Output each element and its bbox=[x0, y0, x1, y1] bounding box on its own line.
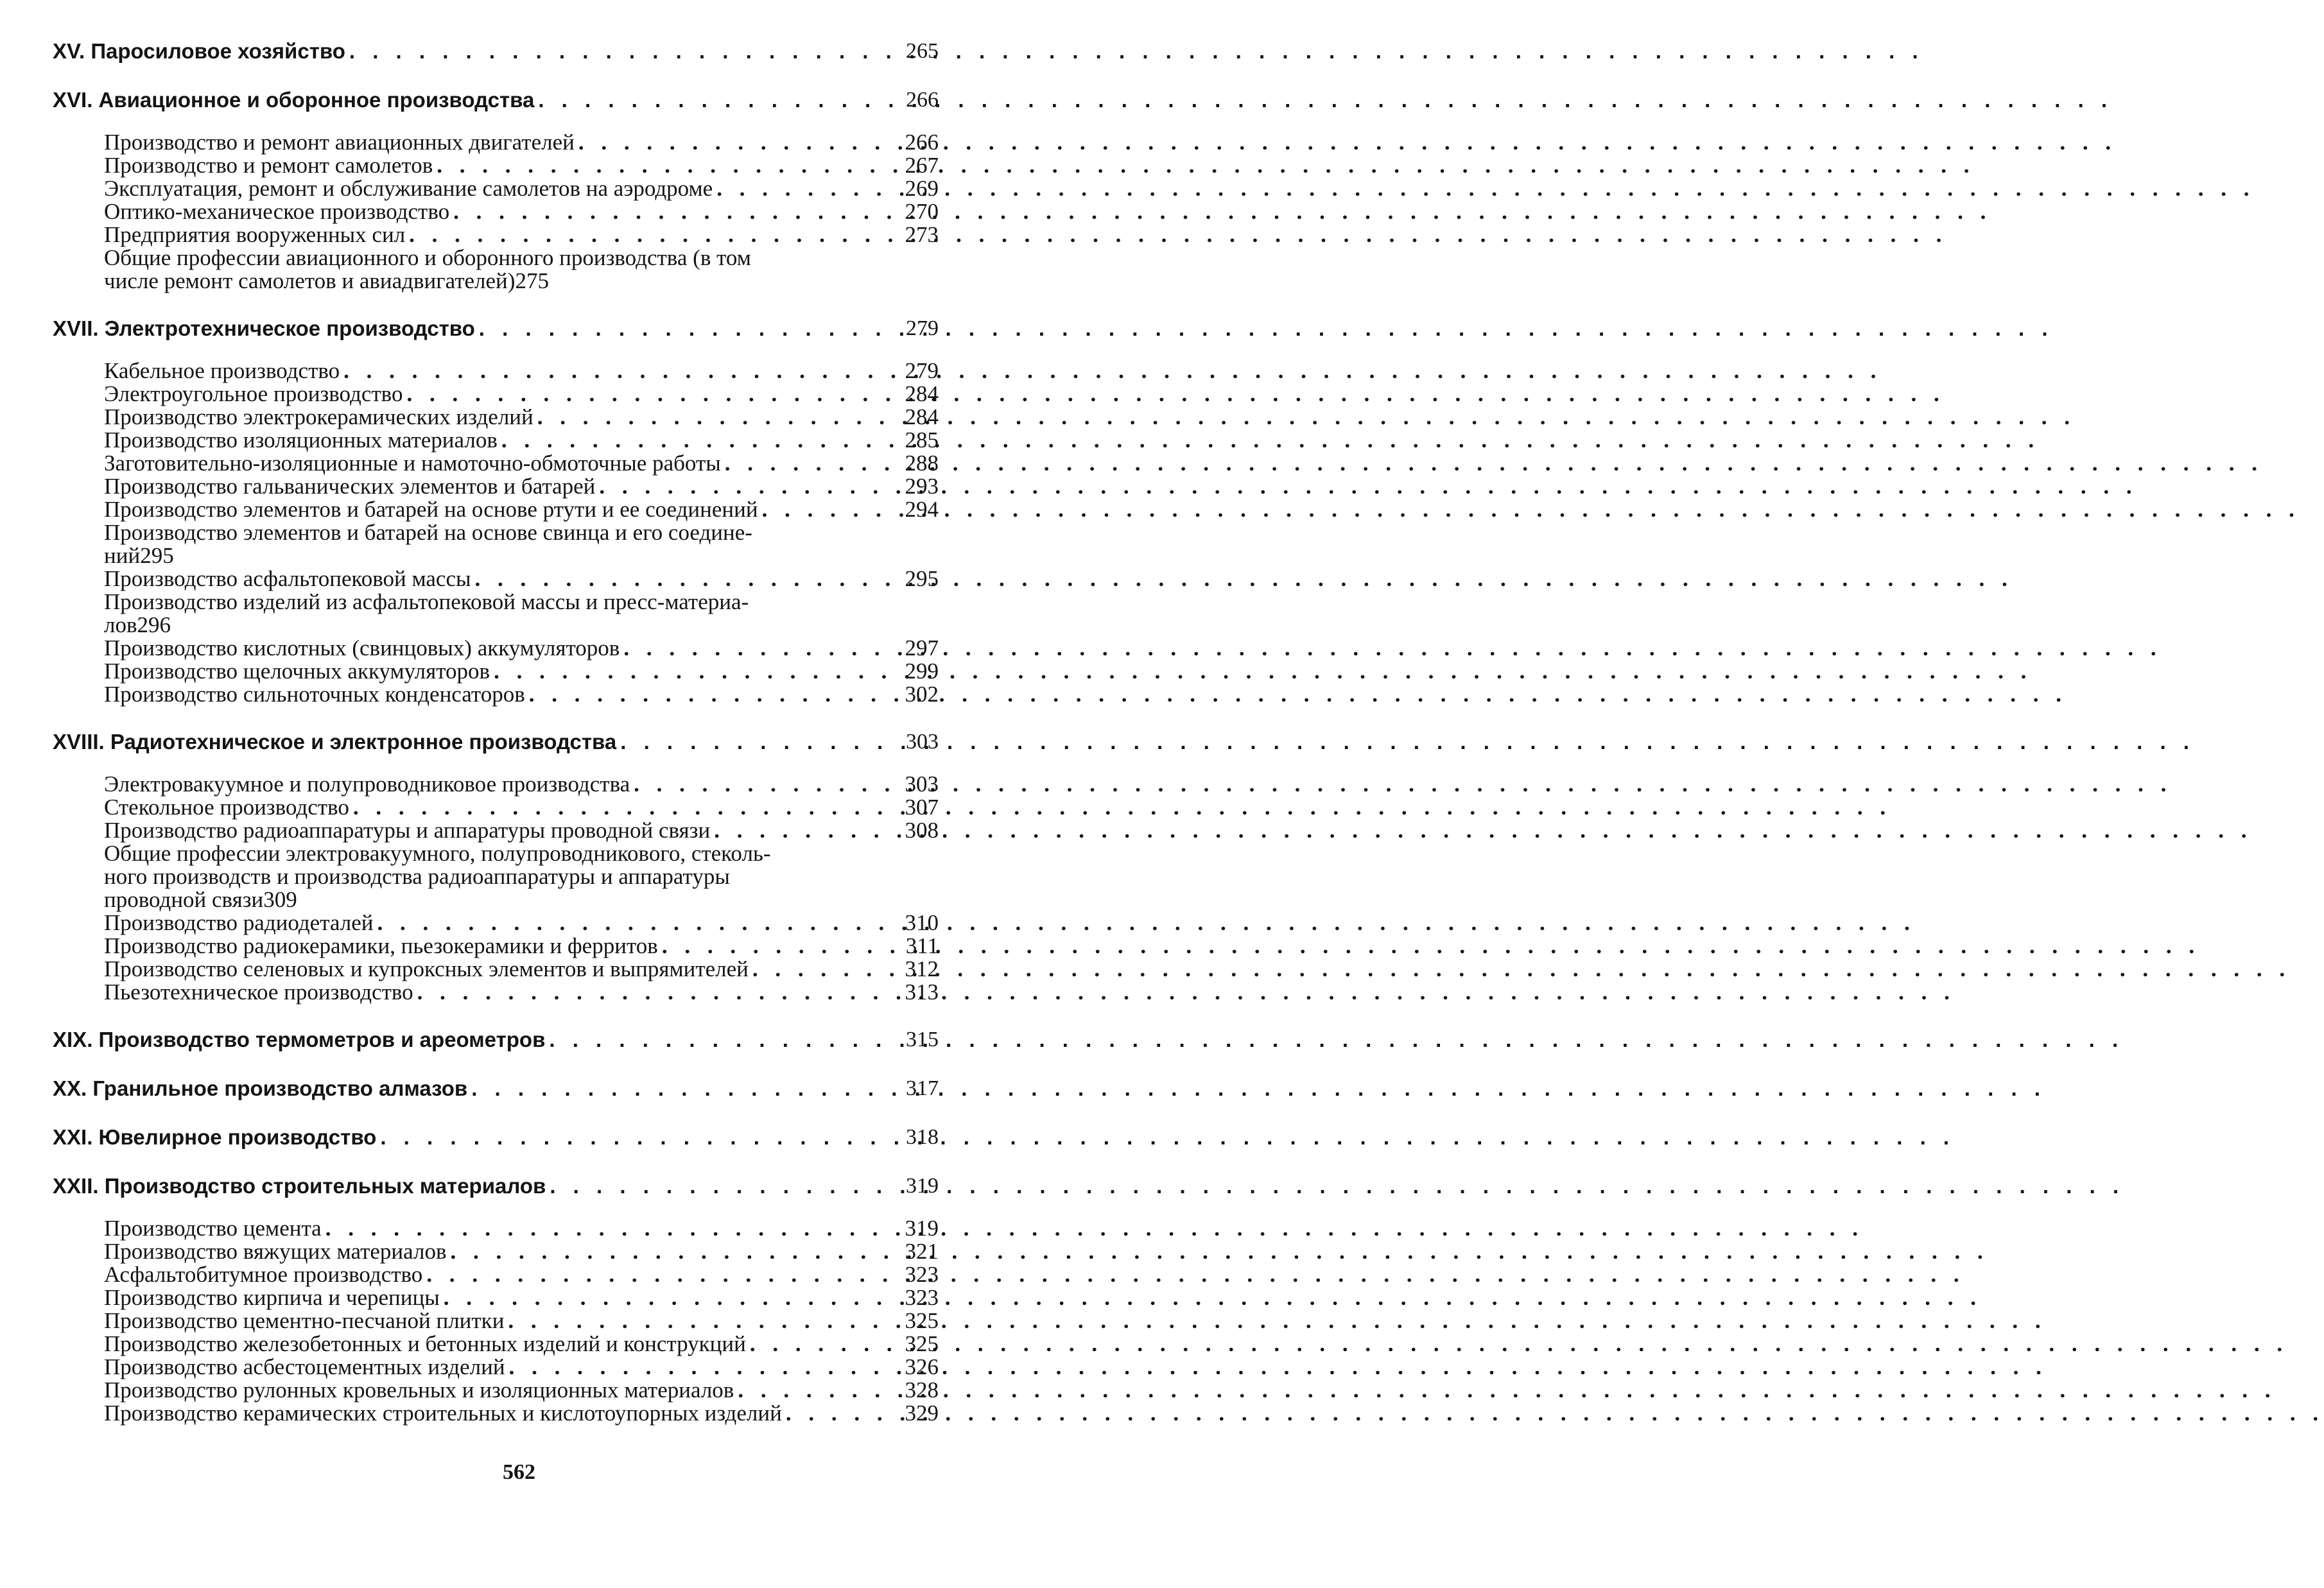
chapter-heading bbox=[53, 729, 939, 755]
page-ref: 303 bbox=[905, 772, 939, 797]
page-ref: 325 bbox=[905, 1308, 939, 1333]
page-ref: 297 bbox=[905, 635, 939, 660]
entry-title: Производство керамических строительных и кислотоупорных изделий bbox=[104, 1401, 782, 1426]
dot-leader bbox=[529, 683, 890, 706]
toc-entry bbox=[53, 452, 939, 475]
toc-entry bbox=[53, 911, 939, 935]
entry-title-continued: ного производств и производства радиоаппаратуры и аппаратуры bbox=[104, 864, 730, 889]
dot-leader bbox=[353, 796, 890, 819]
toc-entry bbox=[53, 981, 939, 1004]
toc-entry bbox=[53, 1286, 939, 1309]
toc-entry bbox=[53, 1309, 939, 1333]
page-ref: 299 bbox=[905, 659, 939, 684]
entry-title-continued: ний bbox=[104, 543, 141, 568]
chapter-title: XIX. Производство термометров и ареометров bbox=[53, 1028, 546, 1051]
chapter-heading bbox=[53, 39, 939, 64]
entry-title: Пьезотехническое производство bbox=[104, 980, 413, 1005]
entry-title: Производство радиодеталей bbox=[104, 910, 374, 935]
entry-title: Производство кирпича и черепицы bbox=[104, 1285, 440, 1310]
toc-entry bbox=[53, 1379, 939, 1402]
dot-leader bbox=[426, 1263, 890, 1286]
entry-title: Производство кислотных (свинцовых) аккумуляторов bbox=[104, 635, 620, 660]
dot-leader bbox=[453, 200, 890, 223]
toc-entry bbox=[53, 383, 939, 406]
dot-leader bbox=[716, 177, 890, 200]
page-ref: 315 bbox=[906, 1028, 939, 1051]
dot-leader bbox=[750, 1333, 890, 1356]
dot-leader bbox=[325, 1217, 890, 1240]
page-ref: 269 bbox=[905, 176, 939, 201]
toc-entry bbox=[53, 819, 939, 842]
dot-leader bbox=[501, 429, 890, 452]
page-ref: 325 bbox=[905, 1331, 939, 1356]
entry-title: Производство вяжущих материалов bbox=[104, 1239, 447, 1264]
entry-title: Заготовительно-изоляционные и намоточно-обмоточные работы bbox=[104, 451, 721, 476]
page-ref: 266 bbox=[906, 88, 939, 112]
toc-entry bbox=[53, 131, 939, 154]
table-of-contents bbox=[53, 39, 939, 1425]
page-ref: 319 bbox=[905, 1216, 939, 1241]
toc-entry bbox=[53, 154, 939, 177]
toc-entry bbox=[53, 200, 939, 223]
toc-entry bbox=[53, 773, 939, 796]
dot-leader bbox=[549, 1027, 890, 1053]
chapter-heading bbox=[53, 1125, 939, 1150]
dot-leader bbox=[475, 567, 890, 591]
dot-leader bbox=[494, 660, 890, 683]
dot-leader bbox=[479, 316, 890, 341]
page-ref: 266 bbox=[905, 130, 939, 155]
page-ref: 318 bbox=[906, 1125, 939, 1149]
entry-title: Производство и ремонт самолетов bbox=[104, 153, 433, 178]
entry-title: Производство железобетонных и бетонных изделий и конструкций bbox=[104, 1331, 746, 1356]
page-ref: 279 bbox=[905, 358, 939, 383]
dot-leader bbox=[623, 637, 890, 660]
page-ref: 279 bbox=[906, 316, 939, 340]
toc-entry bbox=[53, 1333, 939, 1356]
page-ref: 265 bbox=[906, 39, 939, 63]
dot-leader bbox=[537, 406, 890, 429]
dot-leader bbox=[725, 452, 890, 475]
entry-title: Производство рулонных кровельных и изоляционных материалов bbox=[104, 1377, 734, 1402]
page-ref: 323 bbox=[905, 1285, 939, 1310]
page-ref: 326 bbox=[905, 1354, 939, 1379]
toc-entry bbox=[53, 246, 939, 293]
entry-title: Производство сильноточных конденсаторов bbox=[104, 682, 525, 707]
dot-leader bbox=[786, 1402, 890, 1425]
dot-leader bbox=[471, 1076, 890, 1101]
chapter-heading bbox=[53, 1173, 939, 1199]
chapter-heading bbox=[53, 1076, 939, 1101]
toc-entry bbox=[53, 591, 939, 637]
entry-title: Производство изоляционных материалов bbox=[104, 427, 498, 453]
chapter-title: XV. Паросиловое хозяйство bbox=[53, 39, 345, 63]
entry-title: Общие профессии электровакуумного, полупроводникового, стеколь- bbox=[104, 841, 771, 866]
page-ref: 328 bbox=[905, 1377, 939, 1402]
dot-leader bbox=[762, 498, 890, 521]
dot-leader bbox=[508, 1309, 890, 1333]
entry-title: Производство радиокерамики, пьезокерамики и ферритов bbox=[104, 933, 658, 958]
page-ref: 270 bbox=[905, 199, 939, 224]
page-ref: 313 bbox=[905, 980, 939, 1005]
dot-leader bbox=[377, 911, 890, 935]
page-ref: 267 bbox=[905, 153, 939, 178]
entry-title: Производство изделий из асфальтопековой массы и пресс-материа- bbox=[104, 589, 749, 614]
chapter-heading bbox=[53, 316, 939, 341]
dot-leader bbox=[714, 819, 890, 842]
entry-title: Общие профессии авиационного и оборонного производства (в том bbox=[104, 245, 751, 270]
toc-entry bbox=[53, 683, 939, 706]
dot-leader bbox=[409, 223, 890, 246]
toc-entry bbox=[53, 223, 939, 246]
dot-leader bbox=[343, 359, 890, 383]
entry-title: Кабельное производство bbox=[104, 358, 340, 383]
page-ref: 307 bbox=[905, 795, 939, 820]
dot-leader bbox=[752, 958, 890, 981]
entry-title: Производство цементно-песчаной плитки bbox=[104, 1308, 505, 1333]
entry-title: Эксплуатация, ремонт и обслуживание самолетов на аэродроме bbox=[104, 176, 713, 201]
page-ref: 311 bbox=[905, 933, 939, 958]
page-ref: 293 bbox=[905, 474, 939, 499]
page-ref: 273 bbox=[905, 222, 939, 247]
toc-entry bbox=[53, 796, 939, 819]
toc-entry bbox=[53, 1240, 939, 1263]
toc-entry bbox=[53, 637, 939, 660]
chapter-title: XXII. Производство строительных материалов bbox=[53, 1174, 546, 1198]
entry-title: Электроугольное производство bbox=[104, 381, 403, 406]
entry-title-continued: лов bbox=[104, 612, 137, 637]
page-ref: 295 bbox=[905, 566, 939, 591]
chapter-title: XVI. Авиационное и оборонное производства bbox=[53, 88, 535, 112]
entry-title: Производство щелочных аккумуляторов bbox=[104, 659, 490, 684]
toc-entry bbox=[53, 1263, 939, 1286]
dot-leader bbox=[578, 131, 890, 154]
dot-leader bbox=[437, 154, 890, 177]
page-ref: 303 bbox=[906, 730, 939, 754]
toc-entry bbox=[53, 1217, 939, 1240]
dot-leader bbox=[620, 729, 890, 755]
dot-leader bbox=[634, 773, 890, 796]
entry-title: Оптико-механическое производство bbox=[104, 199, 450, 224]
entry-title: Производство элементов и батарей на основе свинца и его соедине- bbox=[104, 520, 752, 545]
toc-entry bbox=[53, 1356, 939, 1379]
entry-title: Асфальтобитумное производство bbox=[104, 1262, 423, 1287]
page-ref: 317 bbox=[906, 1076, 939, 1100]
dot-leader bbox=[538, 87, 890, 113]
entry-title: Производство селеновых и купроксных элементов и выпрямителей bbox=[104, 956, 749, 981]
toc-entry bbox=[53, 429, 939, 452]
toc-entry bbox=[53, 567, 939, 591]
dot-leader bbox=[550, 1173, 890, 1199]
dot-leader bbox=[406, 383, 890, 406]
dot-leader bbox=[662, 935, 890, 958]
page-ref: 308 bbox=[905, 818, 939, 843]
chapter-heading bbox=[53, 87, 939, 113]
toc-entry bbox=[53, 521, 939, 567]
page-ref: 295 bbox=[140, 543, 174, 568]
entry-title: Производство асфальтопековой массы bbox=[104, 566, 471, 591]
entry-title: Производство электрокерамических изделий bbox=[104, 404, 533, 429]
page-ref: 329 bbox=[905, 1401, 939, 1426]
entry-title: Стекольное производство bbox=[104, 795, 349, 820]
page-ref: 323 bbox=[905, 1262, 939, 1287]
toc-entry bbox=[53, 475, 939, 498]
page-ref: 296 bbox=[137, 612, 171, 637]
entry-title-continued: числе ремонт самолетов и авиадвигателей) bbox=[104, 268, 516, 293]
toc-entry bbox=[53, 1402, 939, 1425]
page-ref: 302 bbox=[905, 682, 939, 707]
page-ref: 319 bbox=[906, 1174, 939, 1198]
dot-leader bbox=[451, 1240, 890, 1263]
dot-leader bbox=[417, 981, 890, 1004]
dot-leader bbox=[380, 1125, 890, 1150]
toc-entry bbox=[53, 177, 939, 200]
dot-leader bbox=[349, 39, 890, 64]
toc-entry bbox=[53, 842, 939, 911]
chapter-title: XVII. Электротехническое производство bbox=[53, 316, 475, 340]
entry-title: Предприятия вооруженных сил bbox=[104, 222, 406, 247]
page-ref: 285 bbox=[905, 427, 939, 453]
page-ref: 275 bbox=[515, 268, 549, 293]
entry-title: Производство цемента bbox=[104, 1216, 322, 1241]
page-ref: 310 bbox=[905, 910, 939, 935]
toc-entry bbox=[53, 359, 939, 383]
entry-title: Производство элементов и батарей на основе ртути и ее соединений bbox=[104, 497, 758, 522]
page-number: 562 bbox=[503, 1460, 535, 1484]
chapter-title: XXI. Ювелирное производство bbox=[53, 1125, 377, 1149]
toc-entry bbox=[53, 406, 939, 429]
dot-leader bbox=[509, 1356, 890, 1379]
page-ref: 288 bbox=[905, 451, 939, 476]
page-ref: 309 bbox=[263, 887, 297, 912]
page-ref: 284 bbox=[905, 404, 939, 429]
entry-title: Производство гальванических элементов и батарей bbox=[104, 474, 596, 499]
dot-leader bbox=[738, 1379, 890, 1402]
dot-leader bbox=[444, 1286, 890, 1309]
toc-entry bbox=[53, 498, 939, 521]
toc-entry bbox=[53, 958, 939, 981]
chapter-title: XX. Гранильное производство алмазов bbox=[53, 1076, 468, 1100]
page-ref: 284 bbox=[905, 381, 939, 406]
entry-title: Электровакуумное и полупроводниковое производства bbox=[104, 772, 630, 797]
entry-title: Производство асбестоцементных изделий bbox=[104, 1354, 505, 1379]
toc-entry bbox=[53, 660, 939, 683]
page-ref: 321 bbox=[905, 1239, 939, 1264]
entry-title-continued: проводной связи bbox=[104, 887, 264, 912]
toc-entry bbox=[53, 935, 939, 958]
entry-title: Производство и ремонт авиационных двигателей bbox=[104, 130, 575, 155]
chapter-title: XVIII. Радиотехническое и электронное производства bbox=[53, 730, 617, 754]
page-ref: 312 bbox=[905, 956, 939, 981]
entry-title: Производство радиоаппаратуры и аппаратуры проводной связи bbox=[104, 818, 711, 843]
chapter-heading bbox=[53, 1027, 939, 1053]
dot-leader bbox=[599, 475, 890, 498]
page-ref: 294 bbox=[905, 497, 939, 522]
